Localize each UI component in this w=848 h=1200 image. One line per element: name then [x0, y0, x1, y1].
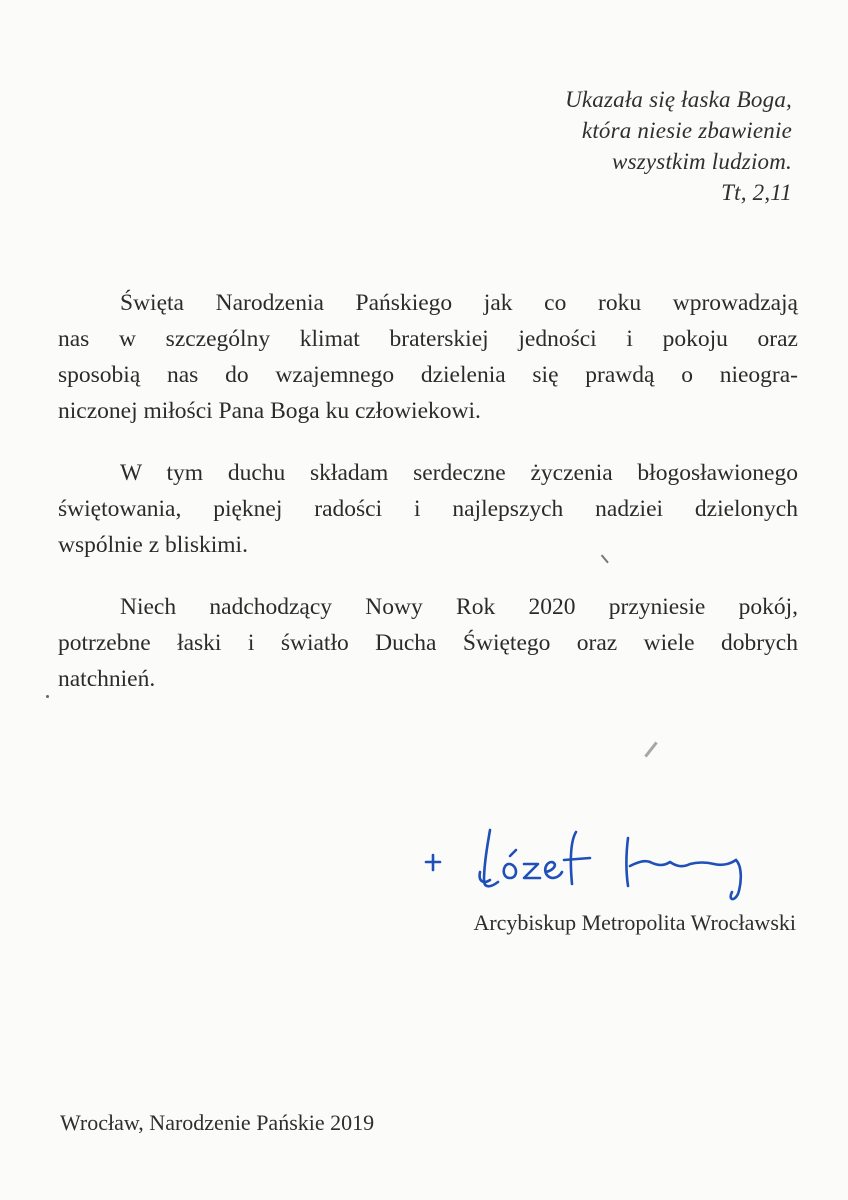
epigraph-reference: Tt, 2,11 — [721, 180, 792, 205]
paragraph-line: sposobią nas do wzajemnego dzielenia się prawdą o nieogra- — [58, 362, 798, 388]
paragraph-line: niczonej miłości Pana Boga ku człowiekowi. — [58, 398, 481, 424]
paragraph-wishes — [58, 455, 798, 563]
paragraph-line: Niech nadchodzący Nowy Rok 2020 przyniesie pokój, — [120, 594, 798, 620]
epigraph-quote — [392, 84, 792, 208]
signatory-title: Arcybiskup Metropolita Wrocławski — [473, 910, 796, 935]
handwritten-signature — [418, 822, 758, 912]
place-and-date: Wrocław, Narodzenie Pańskie 2019 — [60, 1110, 375, 1135]
epigraph-line: Ukazała się łaska Boga, — [565, 87, 792, 112]
paragraph-line: nas w szczególny klimat braterskiej jedności i pokoju oraz — [58, 326, 798, 352]
paper-mark — [46, 695, 49, 698]
paper-mark — [644, 741, 657, 757]
letter-body — [58, 285, 798, 723]
paragraph-greeting — [58, 285, 798, 429]
paragraph-line: wspólnie z bliskimi. — [58, 532, 248, 558]
epigraph-line: wszystkim ludziom. — [612, 149, 792, 174]
paragraph-line: świętowania, pięknej radości i najlepszych nadziei dzielonych — [58, 496, 798, 522]
paragraph-line: natchnień. — [58, 666, 156, 692]
paragraph-line: W tym duchu składam serdeczne życzenia błogosławionego — [120, 460, 798, 486]
signature-drawing — [418, 822, 758, 912]
epigraph-line: która niesie zbawienie — [581, 118, 792, 143]
paragraph-new-year — [58, 589, 798, 697]
paragraph-line: potrzebne łaski i światło Ducha Świętego oraz wiele dobrych — [58, 630, 798, 656]
paragraph-line: Święta Narodzenia Pańskiego jak co roku wprowadzają — [120, 290, 798, 316]
